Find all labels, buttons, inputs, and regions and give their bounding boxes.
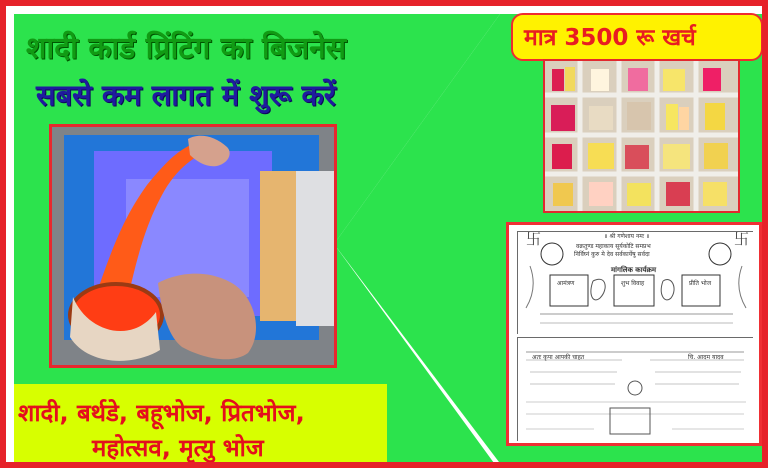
card-event-1: आमंत्रण <box>557 280 575 287</box>
card-bottom-right-text: चि. आदम यादव <box>688 354 724 361</box>
headline-line-2: सबसे कम लागत में शुरू करें <box>36 78 336 112</box>
card-top-text-1: वक्रतुण्ड महाकाय सूर्यकोटि समप्रभ <box>576 243 651 250</box>
card-top-banner: ॥ श्री गणेशाय नमः ॥ <box>604 233 650 240</box>
card-center-title: मांगलिक कार्यक्रम <box>611 266 657 274</box>
shelf-illustration <box>545 61 738 211</box>
card-shelf-photo <box>543 59 740 213</box>
card-top-section <box>517 231 753 334</box>
screen-printing-photo <box>49 124 337 368</box>
occasion-line-1: शादी, बर्थडे, बहूभोज, प्रितभोज, <box>18 399 305 427</box>
card-bottom-left-text: अतः कृपा आपकी चाहत <box>532 354 585 361</box>
svg-text:卐: 卐 <box>526 232 542 248</box>
card-event-2: शुभ विवाह <box>621 280 645 287</box>
card-bottom-section <box>517 337 753 441</box>
photo-illustration <box>52 127 337 368</box>
svg-text:卐: 卐 <box>734 232 750 248</box>
card-event-3: प्रीति भोज <box>689 280 712 287</box>
headline-line-1: शादी कार्ड प्रिंटिंग का बिजनेस <box>26 31 347 66</box>
occasion-line-2: महोत्सव, मृत्यु भोज <box>92 434 264 462</box>
card-top-text-2: निर्विघ्नं कुरु मे देव सर्वकार्येषु सर्वदा <box>574 251 650 258</box>
cost-badge-text: मात्र 3500 रू खर्च <box>524 25 696 51</box>
wedding-card-sample <box>506 222 762 446</box>
